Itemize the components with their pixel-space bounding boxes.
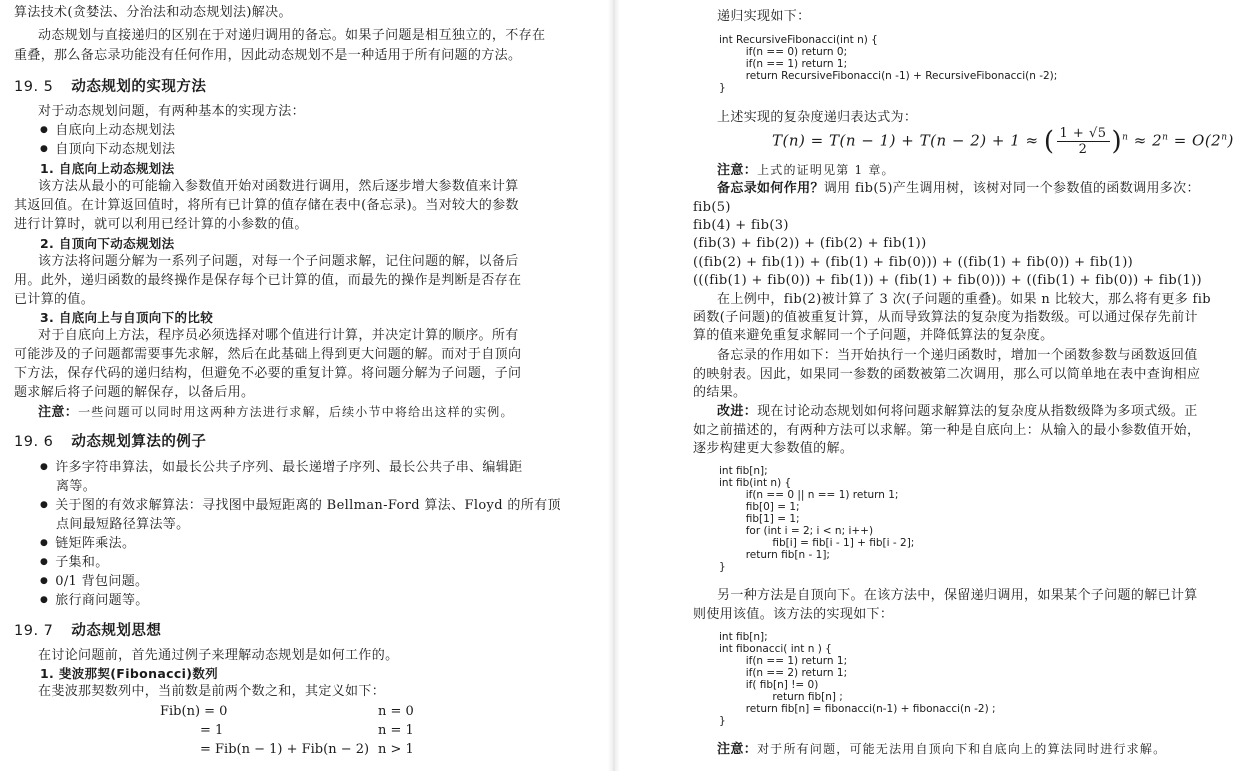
paragraph-line: 可能涉及的子问题都需要事先求解，然后在此基础上得到更大问题的解。而对于自顶向 <box>14 347 522 362</box>
section-heading-19-5 <box>14 79 206 95</box>
formula-part: ≈ 2 <box>1128 131 1163 150</box>
call-tree-line: ((fib(2) + fib(1)) + (fib(1) + fib(0))) + ((fib(1) + fib(0)) + fib(1)) <box>693 255 1134 270</box>
code-block-top-down: int fib[n]; int fibonacci( int n ) { if(n == 1) return 1; if(n == 2) return 1; if( fib[n] != 0) return fib[n] ; return fib[n] = fibonacci(n-1) + fibonacci(n -2) ; } <box>719 631 996 727</box>
note-label: 注意： <box>717 163 758 178</box>
paragraph-line: 动态规划与直接递归的区别在于对递归调用的备忘。如果子问题是相互独立的，不存在 <box>38 28 546 43</box>
call-tree-line: fib(5) <box>693 200 731 215</box>
bullet-item: ● 自顶向下动态规划法 <box>40 142 175 159</box>
formula-exponent: n <box>1221 132 1228 143</box>
paragraph-line: 另一种方法是自顶向下。在该方法中，保留递归调用，如果某个子问题的解已计算 <box>717 588 1198 603</box>
formula-paren: ( <box>1043 126 1055 157</box>
formula-part: T(n) = T(n − 1) + T(n − 2) + 1 ≈ <box>772 131 1044 150</box>
note-label: 注意： <box>717 742 758 757</box>
paragraph-line: 该方法将问题分解为一系列子问题，对每一个子问题求解，记住问题的解，以备后 <box>38 254 519 269</box>
section-title: 动态规划思想 <box>71 623 162 639</box>
right-page <box>622 0 1234 771</box>
paragraph-line: 进行计算时，就可以利用已经计算的小参数的值。 <box>14 217 308 232</box>
subsection-heading: 2. 自顶向下动态规划法 <box>40 236 175 251</box>
bullet-continuation: 离等。 <box>56 479 97 494</box>
formula-exponent: n <box>1122 132 1129 143</box>
page-gutter <box>608 0 620 771</box>
section-heading-19-7 <box>14 623 161 639</box>
note <box>717 162 895 179</box>
paragraph-line: 如之前描述的，有两种方法可以求解。第一种是自底向上：从输入的最小参数值开始， <box>693 423 1201 438</box>
left-page <box>0 0 606 771</box>
paragraph-line: 题求解后将子问题的解保存，以备后用。 <box>14 385 255 400</box>
paragraph-line: 的映射表。因此，如果同一参数的函数被第二次调用，那么可以简单地在表中查询相应 <box>693 367 1201 382</box>
paragraph-line: 其返回值。在计算返回值时，将所有已计算的值存储在表中(备忘录)。当对较大的参数 <box>14 198 519 213</box>
note <box>38 404 514 421</box>
inline-text: 调用 fib(5)产生调用树，该树对同一个参数值的函数调用多次： <box>823 181 1200 196</box>
paragraph-line: 上述实现的复杂度递归表达式为： <box>717 110 918 125</box>
section-number: 19. 7 <box>14 623 54 639</box>
note-text: 对于所有问题，可能无法用自顶向下和自底向上的算法同时进行求解。 <box>757 742 1167 756</box>
formula-part: ) <box>1227 131 1234 150</box>
paragraph-line: 递归实现如下： <box>717 9 811 24</box>
paragraph-line: 下方法，保存代码的递归结构，但避免不必要的重复计算。将问题分解为子问题，子问 <box>14 366 522 381</box>
paragraph-line: 的结果。 <box>693 385 747 400</box>
definition-row-2: = 1 <box>200 723 224 738</box>
bullet-item: ● 子集和。 <box>40 555 109 572</box>
subsection-heading: 3. 自底向上与自顶向下的比较 <box>40 310 214 325</box>
subsection-heading: 1. 自底向上动态规划法 <box>40 161 175 176</box>
bullet-item: ● 自底向上动态规划法 <box>40 123 175 140</box>
definition-row-1: Fib(n) = 0 <box>160 704 228 719</box>
note-text: 上式的证明见第 1 章。 <box>757 163 895 177</box>
paragraph-line: 算法技术(贪婪法、分治法和动态规划法)解决。 <box>14 5 292 20</box>
definition-condition-3: n > 1 <box>378 742 414 757</box>
section-number: 19. 6 <box>14 434 54 450</box>
subsection-heading: 1. 斐波那契(Fibonacci)数列 <box>40 666 219 681</box>
formula-exponent: n <box>1162 132 1169 143</box>
call-tree-line: (fib(3) + fib(2)) + (fib(2) + fib(1)) <box>693 236 927 251</box>
code-block-bottom-up: int fib[n]; int fib(int n) { if(n == 0 || n == 1) return 1; fib[0] = 1; fib[1] = 1; for (int i = 2; i < n; i++) fib[i] = fib[i - 1] + fib[i - 2]; return fib[n - 1]; } <box>719 465 915 573</box>
paragraph-line: 已计算的值。 <box>14 292 95 307</box>
note-text: 一些问题可以同时用这两种方法进行求解，后续小节中将给出这样的实例。 <box>78 405 514 419</box>
paragraph-line: 该方法从最小的可能输入参数值开始对函数进行调用，然后逐步增大参数值来计算 <box>38 179 519 194</box>
paragraph-line: 函数(子问题)的值被重复计算，从而导致算法的复杂度为指数级。可以通过保存先前计 <box>693 310 1198 325</box>
fraction-numerator: 1 + √5 <box>1057 126 1110 142</box>
fraction-denominator: 2 <box>1078 142 1088 157</box>
call-tree-line: fib(4) + fib(3) <box>693 218 789 233</box>
paragraph-line: 在上例中，fib(2)被计算了 3 次(子问题的重叠)。如果 n 比较大，那么将有更多 fib <box>717 292 1211 307</box>
inline-text: 现在讨论动态规划如何将问题求解算法的复杂度从指数级降为多项式级。正 <box>757 404 1198 419</box>
paragraph-line: 对于动态规划问题，有两种基本的实现方法： <box>38 104 306 119</box>
section-title: 动态规划算法的例子 <box>71 434 207 450</box>
note-label: 注意： <box>38 405 79 420</box>
definition-condition-1: n = 0 <box>378 704 414 719</box>
paragraph-line <box>717 404 1198 420</box>
formula-fraction <box>1057 126 1110 157</box>
bullet-continuation: 点间最短路径算法等。 <box>56 517 190 532</box>
section-number: 19. 5 <box>14 79 54 95</box>
paragraph-line: 则使用该值。该方法的实现如下： <box>693 607 894 622</box>
bullet-item: ● 关于图的有效求解算法：寻找图中最短距离的 Bellman-Ford 算法、Floyd 的所有顶 <box>40 498 561 515</box>
section-title: 动态规划的实现方法 <box>71 79 207 95</box>
formula-part: = O(2 <box>1168 131 1222 150</box>
bullet-item: ● 许多字符串算法，如最长公共子序列、最长递增子序列、最长公共子串、编辑距 <box>40 460 522 477</box>
section-heading-19-6 <box>14 434 206 450</box>
note <box>717 741 1166 758</box>
paragraph-line <box>717 181 1200 197</box>
paragraph-line: 算的值来避免重复求解同一个子问题，并降低算法的复杂度。 <box>693 328 1054 343</box>
formula-paren: ) <box>1111 126 1123 157</box>
complexity-formula <box>772 126 1234 157</box>
definition-condition-2: n = 1 <box>378 723 414 738</box>
bullet-item: ● 链矩阵乘法。 <box>40 536 135 553</box>
paragraph-line: 对于自底向上方法，程序员必须选择对哪个值进行计算，并决定计算的顺序。所有 <box>38 328 519 343</box>
paragraph-line: 用。此外，递归函数的最终操作是保存每个已计算的值，而最先的操作是判断是否存在 <box>14 273 522 288</box>
bullet-item: ● 0/1 背包问题。 <box>40 574 148 591</box>
call-tree-line: (((fib(1) + fib(0)) + fib(1)) + (fib(1) + fib(0))) + ((fib(1) + fib(0)) + fib(1)) <box>693 273 1202 288</box>
paragraph-line: 在斐波那契数列中，当前数是前两个数之和，其定义如下： <box>38 684 386 699</box>
paragraph-line: 备忘录的作用如下：当开始执行一个递归函数时，增加一个函数参数与函数返回值 <box>717 348 1198 363</box>
code-block-recursive: int RecursiveFibonacci(int n) { if(n == 0) return 0; if(n == 1) return 1; return RecursiveFibonacci(n -1) + RecursiveFibonacci(n -2); } <box>719 34 1058 94</box>
paragraph-line: 重叠，那么备忘录功能没有任何作用，因此动态规划不是一种适用于所有问题的方法。 <box>14 48 522 63</box>
bold-label: 备忘录如何作用？ <box>717 181 824 196</box>
bold-label: 改进： <box>717 404 758 419</box>
definition-row-3: = Fib(n − 1) + Fib(n − 2) <box>200 742 370 757</box>
paragraph-line: 逐步构建更大参数值的解。 <box>693 441 854 456</box>
paragraph-line: 在讨论问题前，首先通过例子来理解动态规划是如何工作的。 <box>38 648 399 663</box>
bullet-item: ● 旅行商问题等。 <box>40 593 149 610</box>
